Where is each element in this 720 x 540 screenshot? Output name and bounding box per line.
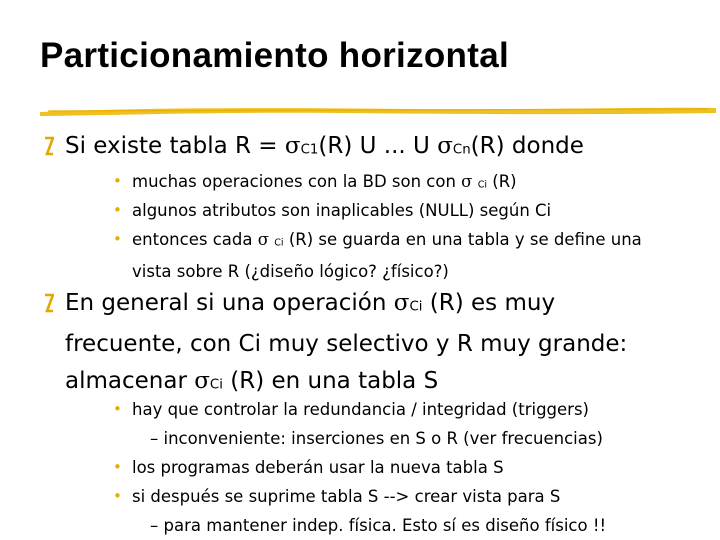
- sub-bullet: [113, 395, 703, 424]
- sub-bullet: [113, 482, 703, 511]
- slide-title: Particionamiento horizontal: [40, 36, 509, 75]
- bullet-2: [44, 285, 704, 403]
- bullet-1-text-mid: (R) U ... U: [318, 133, 438, 159]
- bullet-2-line2: frecuente, con Ci muy selectivo y R muy grande:: [65, 330, 628, 357]
- sub-bullet-text: los programas deberán usar la nueva tabla S: [132, 458, 504, 477]
- sub-bullet-text-line2: vista sobre R (¿diseño lógico? ¿físico?): [132, 262, 449, 282]
- bullet-dot-icon: •: [113, 458, 122, 476]
- sigma-symbol: σ: [284, 133, 301, 159]
- title-underline: [38, 104, 718, 118]
- subscript: Ci: [477, 179, 488, 191]
- bullet-2-line1-end: (R) es muy: [422, 290, 556, 316]
- bullet-dot-icon: •: [113, 172, 122, 190]
- bullet-dot-icon: •: [113, 487, 122, 505]
- bullet-1: [44, 128, 704, 169]
- sub-bullet-text-end: (R) se guarda en una tabla y se define una: [283, 230, 642, 249]
- sub-bullet-text: si después se suprime tabla S --> crear vista para S: [132, 487, 561, 506]
- subscript: Ci: [209, 377, 223, 393]
- sub-bullet-text: algunos atributos son inaplicables (NULL) según Ci: [132, 201, 552, 220]
- bullet-dot-icon: •: [113, 400, 122, 418]
- sub-bullet-text: entonces cada: [132, 230, 258, 249]
- sub-bullet-text: muchas operaciones con la BD son con: [132, 172, 462, 191]
- sigma-symbol: σ: [194, 367, 210, 394]
- sub-sub-bullet: – para mantener indep. física. Esto sí es diseño físico !!: [150, 516, 607, 535]
- sigma-symbol: σ: [437, 133, 453, 159]
- subscript: Cn: [452, 142, 471, 158]
- bullet-2-line3-end: (R) en una tabla S: [222, 367, 439, 394]
- z-bullet-icon: [44, 136, 54, 156]
- sub-sub-bullet: – inconveniente: inserciones en S o R (ver frecuencias): [150, 429, 603, 448]
- sub-bullet: [113, 167, 703, 199]
- subscript: Ci: [274, 237, 284, 249]
- sub-bullet: [113, 196, 703, 225]
- bullet-2-line3: almacenar: [65, 367, 195, 394]
- sub-bullet: [113, 453, 703, 482]
- sub-bullet-text: hay que controlar la redundancia / integridad (triggers): [132, 400, 589, 419]
- subscript: Ci: [409, 299, 423, 315]
- sigma-symbol: σ: [393, 290, 410, 316]
- subscript: C1: [300, 142, 319, 158]
- sigma-symbol: σ: [257, 230, 269, 249]
- bullet-1-text: Si existe tabla R =: [65, 133, 285, 159]
- sub-bullet-text-end: (R): [487, 172, 517, 191]
- bullet-2-line1: En general si una operación: [65, 290, 394, 316]
- bullet-dot-icon: •: [113, 230, 122, 248]
- z-bullet-icon: [44, 293, 54, 313]
- bullet-1-text-end: (R) donde: [470, 133, 584, 159]
- sub-bullet: [113, 225, 703, 286]
- bullet-dot-icon: •: [113, 201, 122, 219]
- sigma-symbol: σ: [461, 172, 473, 191]
